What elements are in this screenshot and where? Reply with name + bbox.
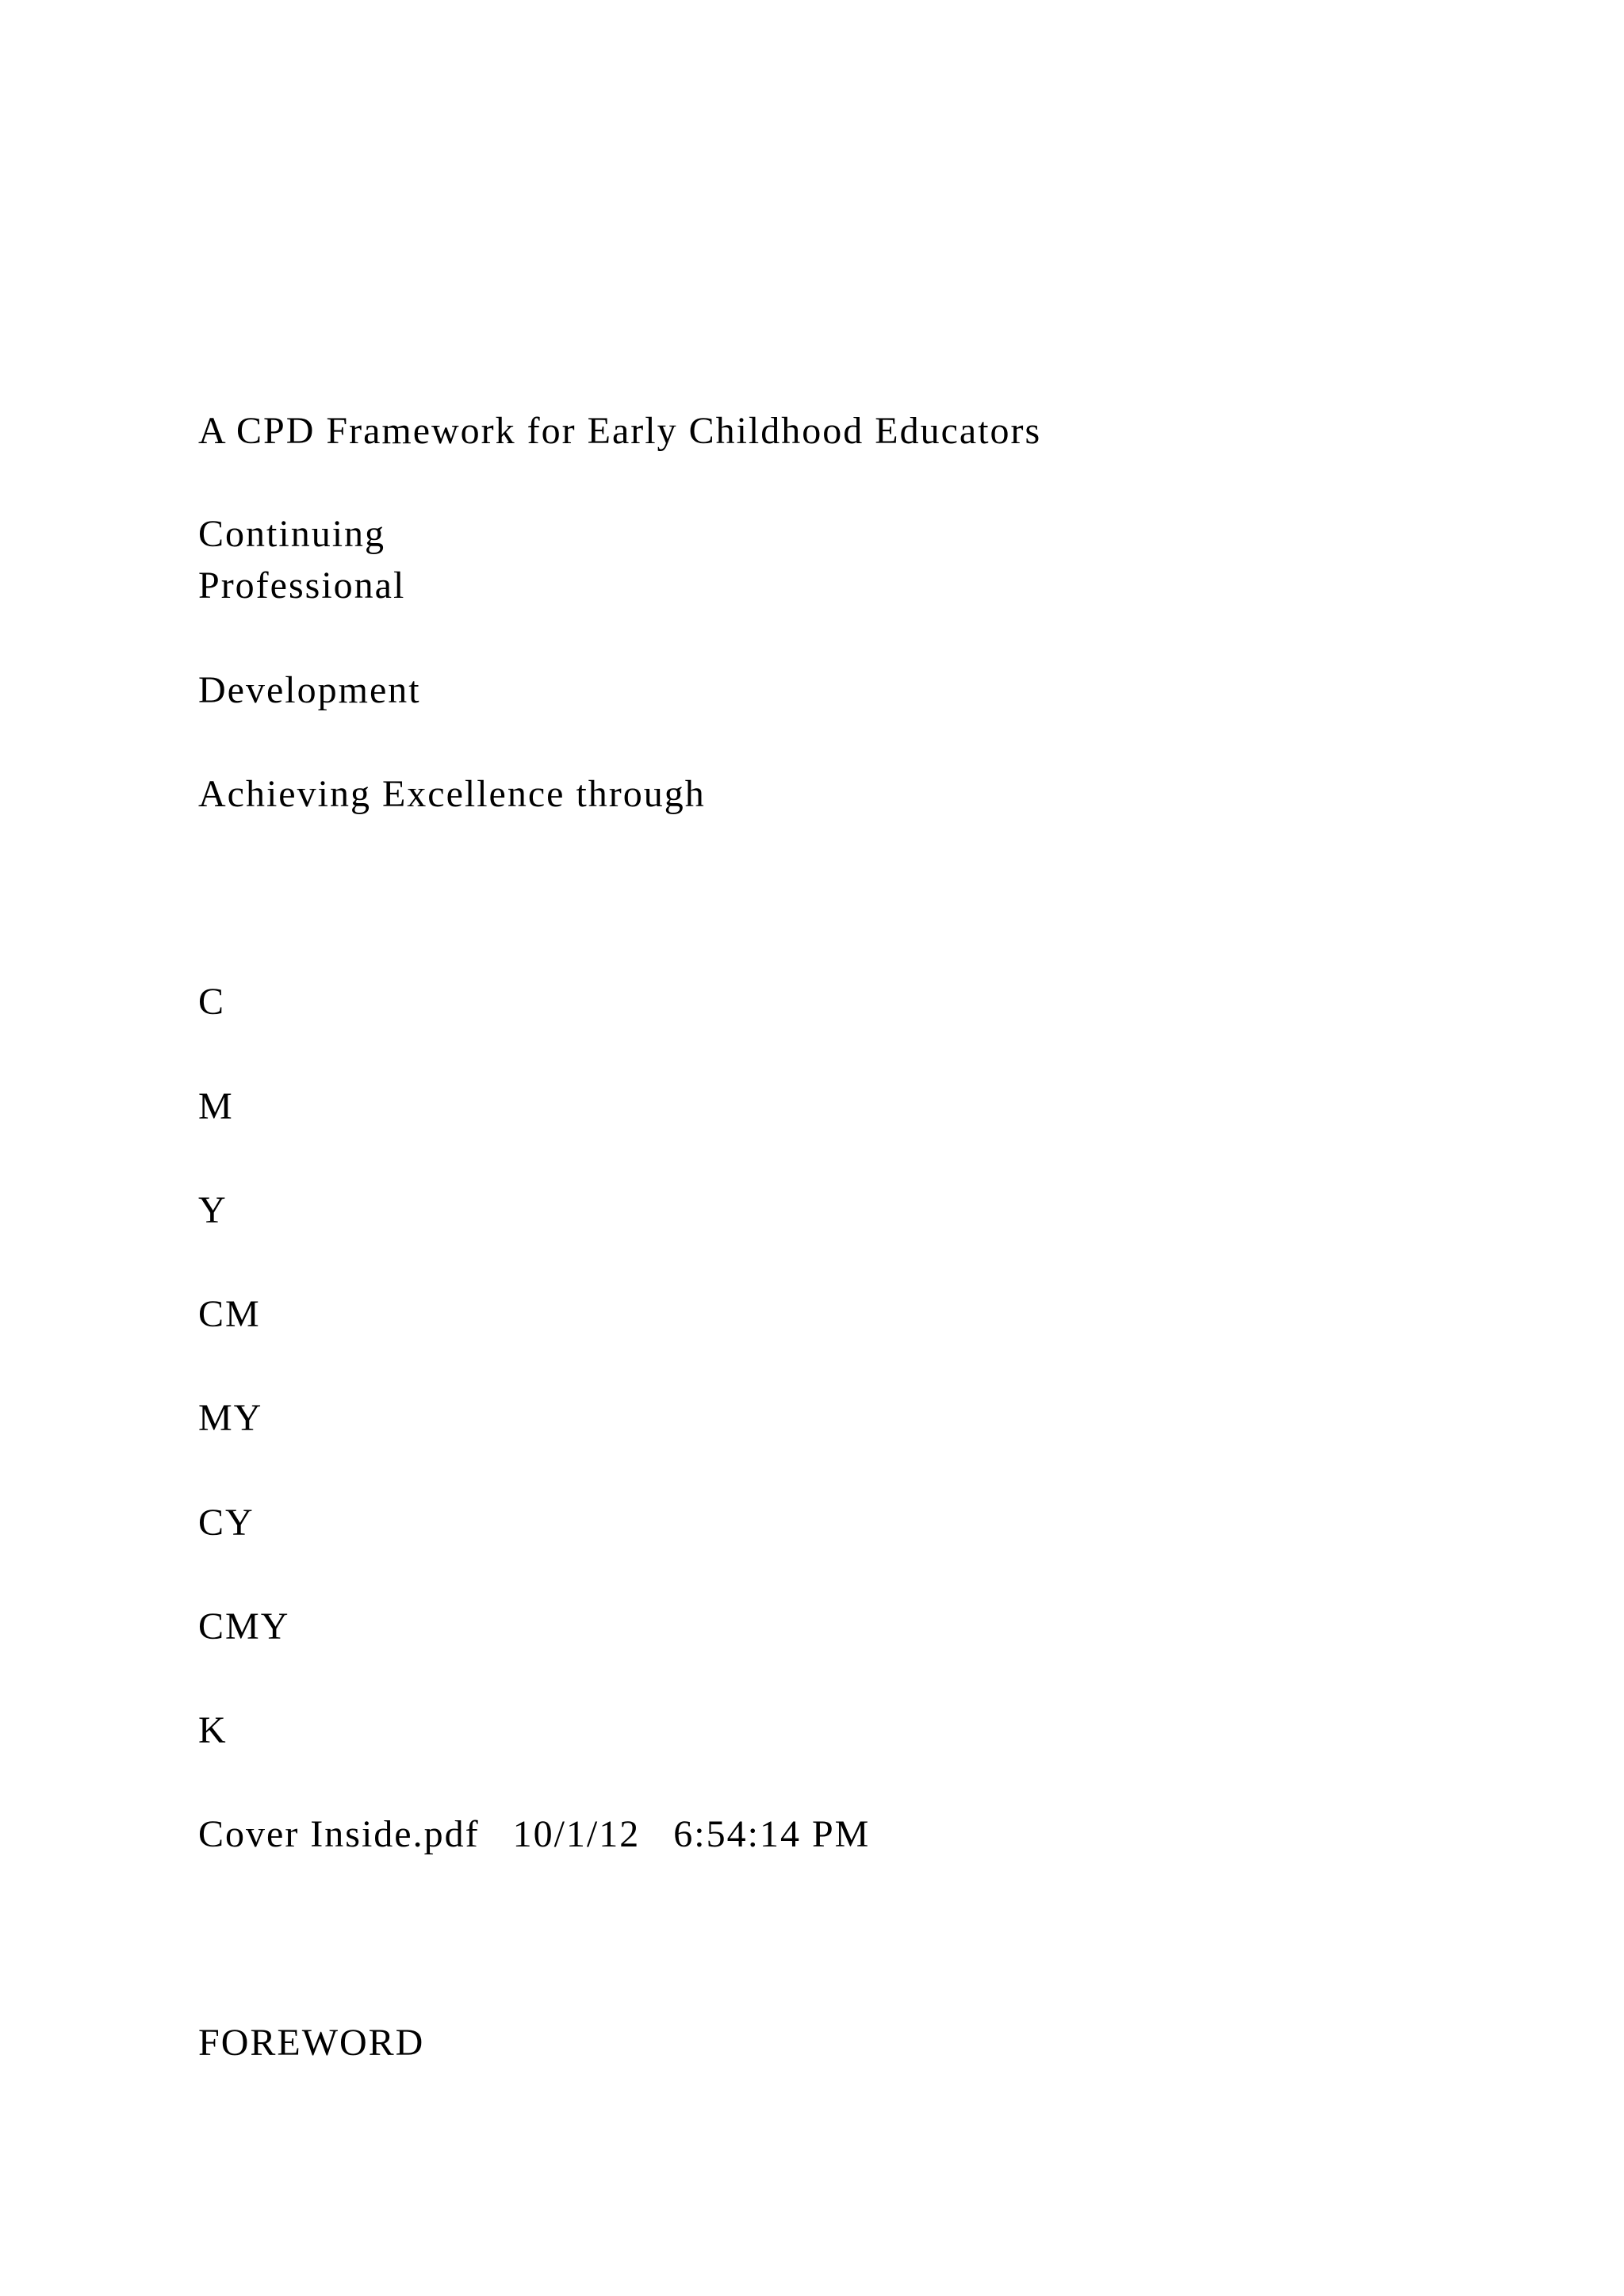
color-plate-label: Y: [198, 1189, 228, 1231]
color-plate-label: CY: [198, 1502, 255, 1544]
file-info: Cover Inside.pdf 10/1/12 6:54:14 PM: [198, 1813, 871, 1855]
heading-professional: Professional: [198, 564, 406, 607]
color-plate-label: MY: [198, 1397, 263, 1439]
color-plate-label: M: [198, 1085, 234, 1127]
color-plate-label: CMY: [198, 1605, 290, 1647]
color-plate-label: C: [198, 981, 226, 1023]
section-heading-foreword: FOREWORD: [198, 2022, 425, 2064]
heading-development: Development: [198, 669, 421, 711]
color-plate-label: K: [198, 1709, 228, 1751]
document-title: A CPD Framework for Early Childhood Educators: [198, 410, 1042, 452]
color-plate-label: CM: [198, 1293, 261, 1335]
subtitle: Achieving Excellence through: [198, 773, 706, 815]
heading-continuing: Continuing: [198, 513, 386, 555]
